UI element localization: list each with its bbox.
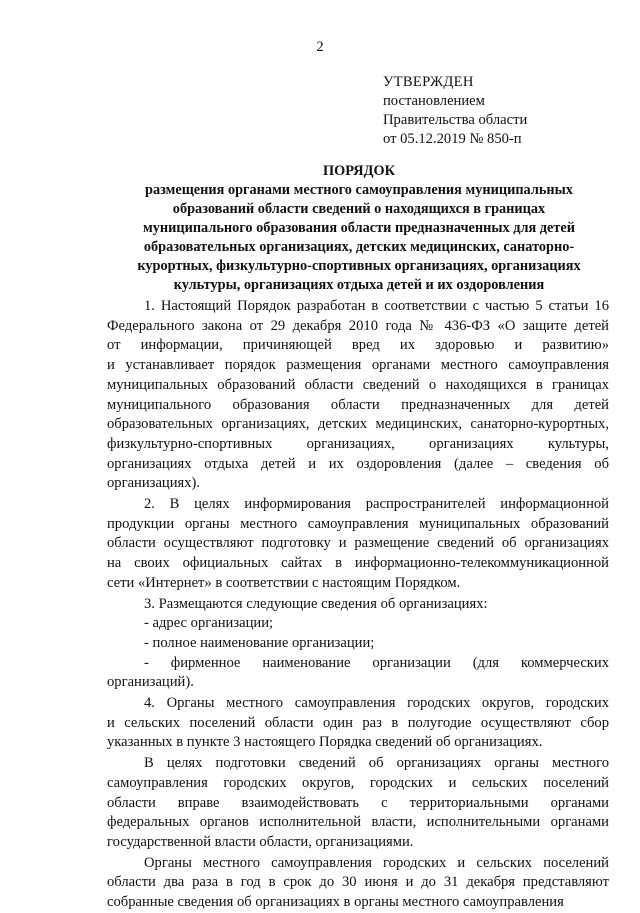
approval-date: от 05.12.2019 № 850-п xyxy=(383,131,522,147)
paragraph-line: области вправе взаимодействовать с территориальными органами xyxy=(107,794,609,811)
paragraph-line: Федерального закона от 29 декабря 2010 года № 436-ФЗ «О защите детей xyxy=(107,317,609,334)
paragraph-line: - фирменное наименование организации (для коммерческих xyxy=(144,654,609,671)
paragraph xyxy=(107,754,609,853)
paragraph-line: указанных в пункте 3 настоящего Порядка сведений об организациях. xyxy=(107,734,543,751)
paragraph-line: Органы местного самоуправления городских и сельских поселений xyxy=(144,854,609,871)
paragraph-line: - полное наименование организации; xyxy=(144,634,375,651)
paragraph-line: области осуществляют подготовку и размещение сведений об организациях xyxy=(107,535,609,552)
approval-heading: УТВЕРЖДЕН xyxy=(383,74,474,90)
paragraph-line: организациях). xyxy=(107,475,201,492)
approval-line: постановлением xyxy=(383,93,485,109)
title-line: курортных, физкультурно-спортивных организациях, организациях xyxy=(137,258,581,274)
paragraph-line: 2. В целях информирования распространителей информационной xyxy=(144,496,609,513)
paragraph xyxy=(107,495,609,594)
paragraph xyxy=(107,654,609,693)
paragraph-line: от информации, причиняющей вред их здоровью и развитию» xyxy=(107,337,609,354)
paragraph-line: и сельских поселений области один раз в полугодие осуществляют сбор xyxy=(107,714,609,731)
paragraph-line: самоуправления городских округов, городских и сельских поселений xyxy=(107,774,609,791)
paragraph-line: 4. Органы местного самоуправления городских округов, городских xyxy=(144,695,609,712)
title-line: размещения органами местного самоуправления муниципальных xyxy=(145,182,573,198)
approval-line: Правительства области xyxy=(383,112,528,128)
document-title xyxy=(108,162,610,295)
title-line: образовательных организациях, детских медицинских, санаторно- xyxy=(143,239,575,255)
paragraph-line: организаций). xyxy=(107,674,194,691)
paragraph-line: муниципального образования области предназначенных для детей xyxy=(107,396,609,413)
paragraph-line: В целях подготовки сведений об организациях органы местного xyxy=(144,755,609,772)
paragraph xyxy=(107,634,609,654)
paragraph xyxy=(107,854,609,913)
paragraph-line: сети «Интернет» в соответствии с настоящим Порядком. xyxy=(107,574,461,591)
document-body xyxy=(107,297,609,913)
paragraph-line: области два раза в год в срок до 30 июня и до 31 декабря представляют xyxy=(107,874,609,891)
title-line: образований области сведений о находящихся в границах xyxy=(172,201,546,217)
approval-stamp xyxy=(383,73,527,149)
paragraph-line: муниципальных образований области сведений о находящихся в границах xyxy=(107,376,609,393)
paragraph xyxy=(107,297,609,494)
paragraph xyxy=(107,614,609,634)
paragraph-line: организациях отдыха детей и их оздоровления (далее – сведения об xyxy=(107,455,609,472)
paragraph-line: и устанавливает порядок размещения органами местного самоуправления xyxy=(107,357,609,374)
paragraph-line: физкультурно-спортивных организациях, организациях культуры, xyxy=(107,435,609,452)
paragraph-line: 3. Размещаются следующие сведения об организациях: xyxy=(144,595,488,612)
paragraph-line: продукции органы местного самоуправления муниципальных образований xyxy=(107,515,609,532)
paragraph-line: собранные сведения об организациях в органы местного самоуправления xyxy=(107,894,564,911)
title-heading: ПОРЯДОК xyxy=(323,163,395,179)
paragraph-line: федеральных органов исполнительной власти, исполнительными органами xyxy=(107,814,609,831)
title-line: муниципального образования области предназначенных для детей xyxy=(142,220,575,236)
paragraph-line: 1. Настоящий Порядок разработан в соответствии с частью 5 статьи 16 xyxy=(144,298,609,314)
title-line: культуры, организациях отдыха детей и их оздоровления xyxy=(173,277,545,293)
paragraph-line: на своих официальных сайтах в информационно-телекоммуникационной xyxy=(107,555,609,572)
page-number: 2 xyxy=(316,39,324,55)
paragraph-line: образовательных организациях, детских медицинских, санаторно-курортных, xyxy=(107,416,609,433)
paragraph xyxy=(107,694,609,753)
paragraph xyxy=(107,595,609,615)
paragraph-line: - адрес организации; xyxy=(144,615,274,632)
paragraph-line: государственной власти области, организациями. xyxy=(107,833,414,850)
